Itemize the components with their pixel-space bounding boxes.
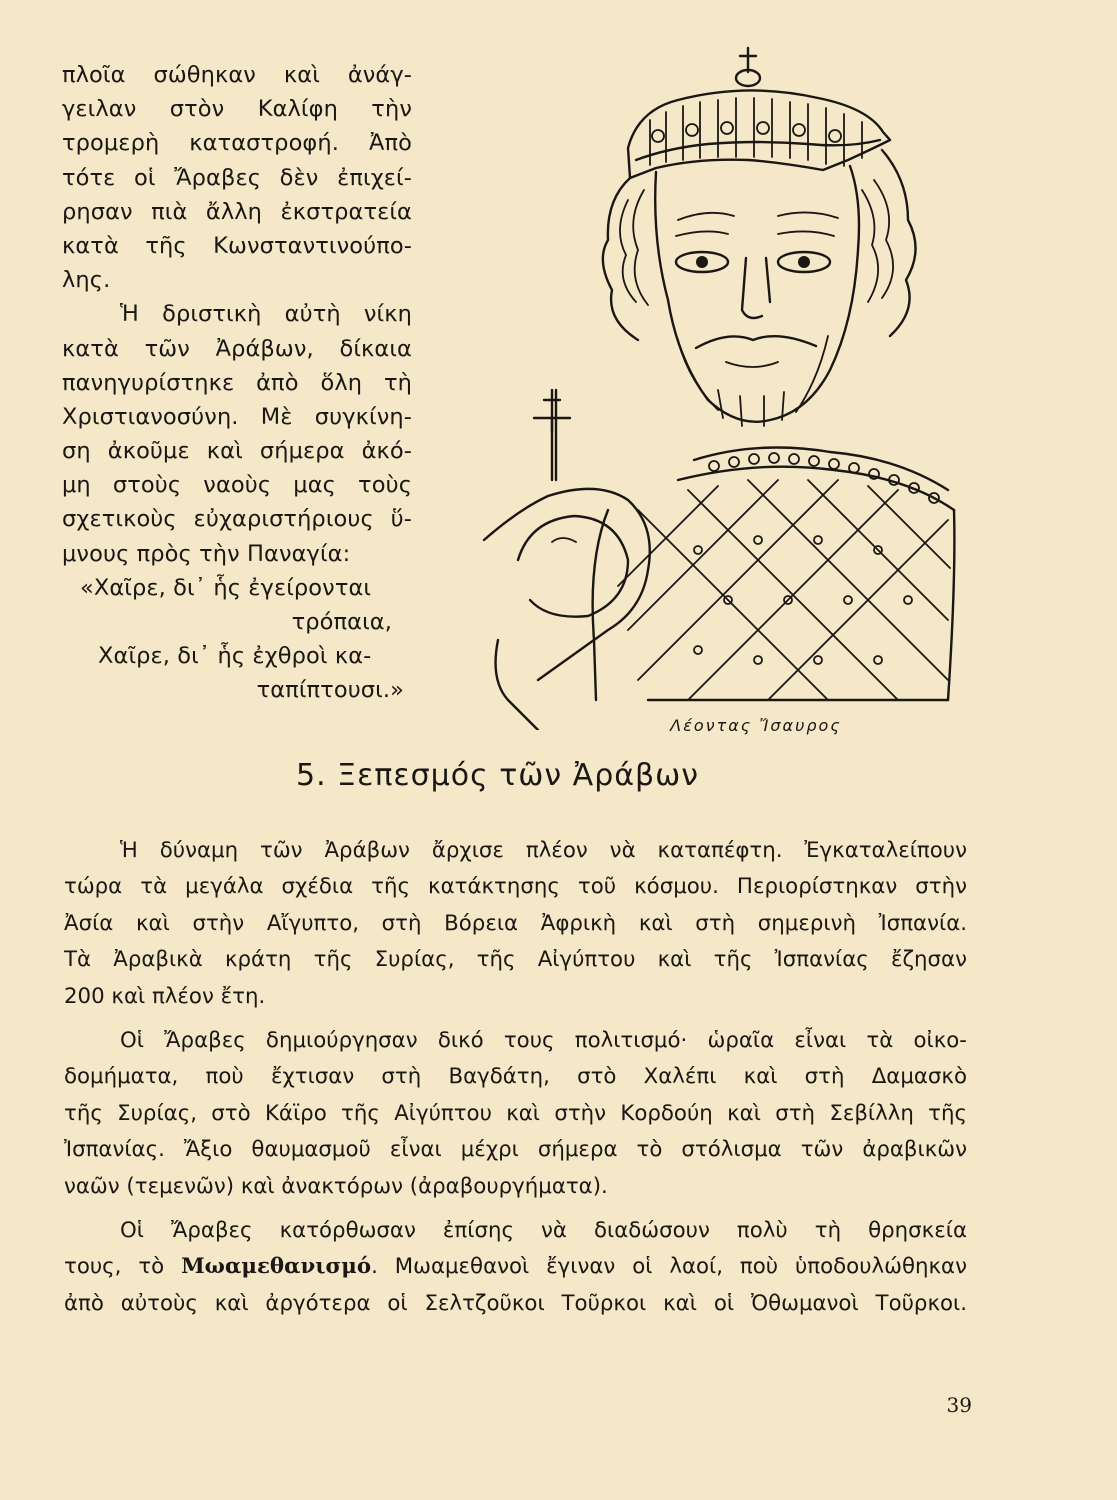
hymn-line: τρόπαια, <box>291 609 392 635</box>
left-line: Χριστιανοσύνη. Μὲ συγκίνη- <box>62 403 412 430</box>
left-column-text <box>62 58 412 708</box>
left-line: γειλαν στὸν Καλίφη τὴν <box>62 96 412 123</box>
globus-cruciger-icon <box>484 390 650 730</box>
portrait-caption: Λέοντας Ἴσαυρος <box>670 716 842 735</box>
emperor-portrait-illustration <box>478 40 978 730</box>
paragraph-line: 200 καὶ πλέον ἔτη. <box>64 983 266 1009</box>
left-line: τότε οἱ Ἄραβες δὲν ἐπιχεί- <box>62 164 412 191</box>
section-title: 5. Ξεπεσμός τῶν Ἀράβων <box>296 758 700 793</box>
paragraph-line: Ἰσπανίας. Ἄξιο θαυμασμοῦ εἶναι μέχρι σήμερα τὸ στόλισμα τῶν ἀραβικῶν <box>64 1137 967 1163</box>
text-run: τους, τὸ <box>64 1254 182 1280</box>
text-run: . Μωαμεθανοὶ ἔγιναν οἱ λαοί, ποὺ ὑποδουλώθηκαν <box>371 1254 967 1280</box>
body-text <box>64 833 967 1322</box>
paragraph-line: Οἱ Ἄραβες δημιούργησαν δικό τους πολιτισμό· ὡραῖα εἶναι τὰ οἰκο- <box>120 1027 967 1053</box>
left-line: πανηγυρίστηκε ἀπὸ ὅλη τὴ <box>62 369 412 396</box>
paragraph-line: δομήματα, ποὺ ἔχτισαν στὴ Βαγδάτη, στὸ Χαλέπι καὶ στὴ Δαμασκὸ <box>64 1064 967 1090</box>
hair-icon <box>603 150 916 340</box>
paragraph-line: Ἡ δύναμη τῶν Ἀράβων ἄρχισε πλέον νὰ καταπέφτη. Ἐγκαταλείπουν <box>120 838 967 863</box>
crown-icon <box>628 90 890 178</box>
hymn-line: ταπίπτουσι.» <box>256 677 404 704</box>
paragraph-line: ναῶν (τεμενῶν) καὶ ἀνακτόρων (ἀραβουργήματα). <box>64 1173 608 1199</box>
left-line: τρομερὴ καταστροφή. Ἀπὸ <box>62 130 412 157</box>
robe-lattice-icon <box>593 480 955 700</box>
left-line: πλοῖα σώθηκαν καὶ ἀνάγ- <box>62 62 412 88</box>
left-line: μνους πρὸς τὴν Παναγία: <box>62 540 351 567</box>
paragraph-line <box>64 1249 967 1285</box>
left-line: Ἡ δριστικὴ αὐτὴ νίκη <box>120 301 412 328</box>
page-number: 39 <box>946 1393 972 1417</box>
hymn-line: Χαῖρε, δι᾽ ἧς ἐχθροὶ κα- <box>98 643 372 670</box>
left-line: κατὰ τῆς Κωνσταντινούπο- <box>62 232 412 259</box>
left-line: ρησαν πιὰ ἄλλη ἐκστρατεία <box>62 198 412 225</box>
paragraph-line: τώρα τὰ μεγάλα σχέδια τῆς κατάκτησης τοῦ κόσμου. Περιορίστηκαν στὴν <box>64 874 967 900</box>
crown-cross-icon <box>736 48 760 86</box>
paragraph-line: Ἀσία καὶ στὴν Αἴγυπτο, στὴ Βόρεια Ἀφρικὴ καὶ στὴ σημερινὴ Ἰσπανία. <box>64 910 967 936</box>
left-line: μη στοὺς ναοὺς μας τοὺς <box>62 472 412 499</box>
left-line: ση ἀκοῦμε καὶ σήμερα ἀκό- <box>62 438 412 465</box>
hymn-line: «Χαῖρε, δι᾽ ἧς ἐγείρονται <box>80 574 372 601</box>
left-line: κατὰ τῶν Ἀράβων, δίκαια <box>62 335 412 362</box>
paragraph-line: Τὰ Ἀραβικὰ κράτη τῆς Συρίας, τῆς Αἰγύπτου καὶ τῆς Ἰσπανίας ἔζησαν <box>64 947 967 973</box>
left-line: λης. <box>62 267 111 294</box>
face-icon <box>655 166 859 426</box>
paragraph-line: Οἱ Ἄραβες κατόρθωσαν ἐπίσης νὰ διαδώσουν πολὺ τὴ θρησκεία <box>120 1217 967 1243</box>
paragraph-line: τῆς Συρίας, στὸ Κάϊρο τῆς Αἰγύπτου καὶ στὴν Κορδούη καὶ στὴ Σεβίλλη τῆς <box>64 1100 967 1126</box>
left-line: σχετικοὺς εὐχαριστήριους ὕ- <box>62 506 412 533</box>
paragraph-line: ἀπὸ αὐτοὺς καὶ ἀργότερα οἱ Σελτζοῦκοι Τοῦρκοι καὶ οἱ Ὀθωμανοὶ Τοῦρκοι. <box>64 1290 967 1316</box>
jeweled-collar-icon <box>678 448 954 511</box>
bold-term: Μωαμεθανισμό <box>181 1254 372 1280</box>
